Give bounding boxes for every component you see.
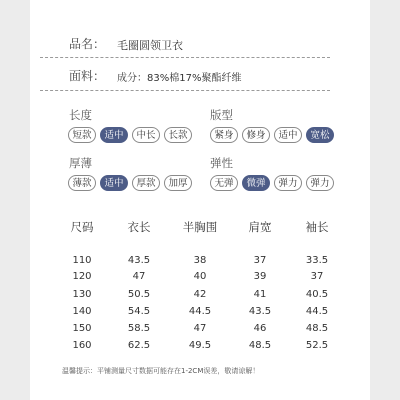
- length-option[interactable]: 长款: [164, 127, 192, 143]
- table-cell: 47: [193, 323, 207, 334]
- table-cell: 62.5: [127, 340, 151, 351]
- table-cell: 44.5: [305, 306, 329, 317]
- product-name-label: 品名：: [69, 37, 106, 51]
- table-cell: 41: [253, 289, 267, 300]
- table-cell: 54.5: [127, 306, 151, 317]
- thickness-option[interactable]: 厚款: [132, 175, 160, 191]
- fit-option[interactable]: 适中: [274, 127, 302, 143]
- fit-option-selected[interactable]: 宽松: [306, 127, 334, 143]
- table-cell: 43.5: [127, 255, 151, 266]
- stretch-option[interactable]: 弹力: [274, 175, 302, 191]
- table-cell: 120: [72, 271, 92, 282]
- length-option-selected[interactable]: 适中: [100, 127, 128, 143]
- length-option[interactable]: 中长: [132, 127, 160, 143]
- table-cell: 52.5: [305, 340, 329, 351]
- table-cell: 47: [132, 271, 146, 282]
- divider-2: [40, 90, 330, 91]
- fabric-value: 成分：83%棉17%聚酯纤维: [117, 73, 242, 84]
- table-cell: 33.5: [305, 255, 329, 266]
- stretch-option[interactable]: 弹力: [306, 175, 334, 191]
- table-cell: 48.5: [248, 340, 272, 351]
- thickness-option-selected[interactable]: 适中: [100, 175, 128, 191]
- stretch-title: 弹性: [210, 156, 233, 170]
- table-cell: 50.5: [127, 289, 151, 300]
- table-header-length: 衣长: [127, 220, 151, 234]
- table-cell: 44.5: [188, 306, 212, 317]
- stretch-option-selected[interactable]: 微弹: [242, 175, 270, 191]
- table-cell: 37: [310, 271, 324, 282]
- table-cell: 160: [72, 340, 92, 351]
- product-name-value: 毛圈圆领卫衣: [117, 39, 183, 52]
- fit-option[interactable]: 紧身: [210, 127, 238, 143]
- table-cell: 40.5: [305, 289, 329, 300]
- table-cell: 38: [193, 255, 207, 266]
- table-cell: 140: [72, 306, 92, 317]
- table-cell: 48.5: [305, 323, 329, 334]
- table-header-chest: 半胸围: [182, 220, 218, 234]
- length-option[interactable]: 短款: [68, 127, 96, 143]
- table-cell: 49.5: [188, 340, 212, 351]
- fit-title: 版型: [210, 108, 233, 122]
- measurement-note: 温馨提示：平铺测量尺寸数据可能存在1-2CM误差，敬请谅解！: [62, 367, 260, 375]
- table-cell: 110: [72, 255, 92, 266]
- divider-1: [40, 57, 330, 58]
- table-cell: 58.5: [127, 323, 151, 334]
- table-header-sleeve: 袖长: [305, 220, 329, 234]
- thickness-title: 厚薄: [69, 156, 92, 170]
- fabric-label: 面料：: [69, 69, 106, 83]
- table-cell: 39: [253, 271, 267, 282]
- table-header-size: 尺码: [70, 220, 94, 234]
- length-title: 长度: [69, 108, 92, 122]
- table-cell: 46: [253, 323, 267, 334]
- stretch-option[interactable]: 无弹: [210, 175, 238, 191]
- table-cell: 130: [72, 289, 92, 300]
- thickness-option[interactable]: 薄款: [68, 175, 96, 191]
- table-cell: 40: [193, 271, 207, 282]
- table-cell: 37: [253, 255, 267, 266]
- fit-option[interactable]: 修身: [242, 127, 270, 143]
- table-header-shoulder: 肩宽: [248, 220, 272, 234]
- table-cell: 150: [72, 323, 92, 334]
- table-cell: 42: [193, 289, 207, 300]
- table-cell: 43.5: [248, 306, 272, 317]
- thickness-option[interactable]: 加厚: [164, 175, 192, 191]
